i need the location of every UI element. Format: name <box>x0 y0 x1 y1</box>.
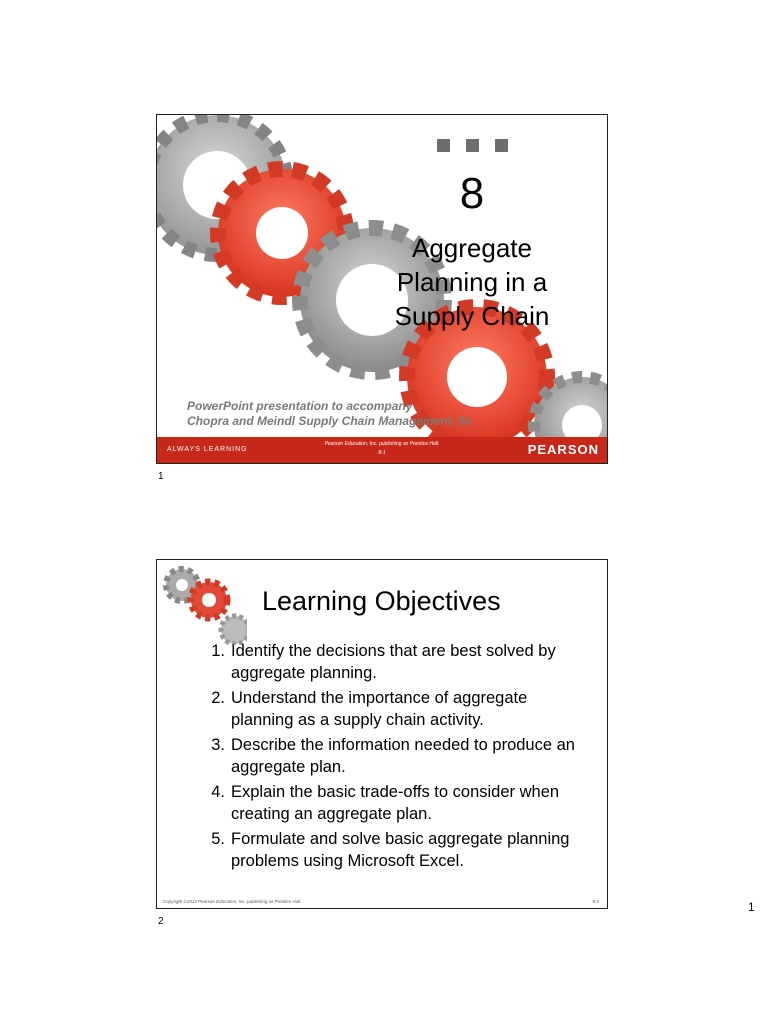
subtitle-line: Chopra and Meindl Supply Chain Management, 5e <box>187 414 472 428</box>
slide-ref: 8-2 <box>592 899 599 904</box>
subtitle-line: PowerPoint presentation to accompany <box>187 399 413 413</box>
slide-ref: 8-1 <box>378 450 386 456</box>
item-text: Identify the decisions that are best solved by aggregate planning. <box>231 642 556 682</box>
title-line: Aggregate <box>412 233 532 263</box>
list-item <box>195 781 585 825</box>
square-icon <box>495 139 508 152</box>
objectives-slide <box>156 559 608 909</box>
page-number: 1 <box>748 900 755 914</box>
square-icon <box>466 139 479 152</box>
decorative-squares <box>437 139 508 152</box>
item-text: Formulate and solve basic aggregate planning problems using Microsoft Excel. <box>231 830 570 870</box>
list-item <box>195 734 585 778</box>
title-line: Planning in a <box>396 267 548 297</box>
square-icon <box>437 139 450 152</box>
slide-label: 1 <box>158 471 164 482</box>
always-learning-text: ALWAYS LEARNING <box>167 446 248 453</box>
title-slide <box>156 114 608 464</box>
gears-icon <box>157 560 247 645</box>
copyright-text: Copyright ©2013 Pearson Education, Inc. publishing as Prentice Hall. <box>163 899 302 904</box>
objectives-list <box>195 640 585 875</box>
item-number: 1. <box>211 642 225 660</box>
item-number: 5. <box>211 830 225 848</box>
list-item <box>195 687 585 731</box>
subtitle <box>187 399 472 429</box>
chapter-number: 8 <box>459 169 485 218</box>
pearson-logo: PEARSON <box>527 442 599 457</box>
item-text: Understand the importance of aggregate planning as a supply chain activity. <box>231 689 528 729</box>
item-text: Describe the information needed to produce an aggregate plan. <box>231 736 575 776</box>
publisher-text: Pearson Education, Inc. publishing as Prentice Hall. <box>324 441 440 447</box>
item-number: 2. <box>211 689 225 707</box>
title-line: Supply Chain <box>394 301 550 331</box>
chapter-title <box>382 231 562 333</box>
item-number: 3. <box>211 736 225 754</box>
item-text: Explain the basic trade-offs to consider when creating an aggregate plan. <box>231 783 560 823</box>
item-number: 4. <box>211 783 225 801</box>
slide-footer <box>157 437 607 463</box>
list-item <box>195 828 585 872</box>
publisher-note <box>297 440 467 458</box>
list-item <box>195 640 585 684</box>
slide-label: 2 <box>158 916 164 927</box>
slide-title: Learning Objectives <box>262 586 501 616</box>
